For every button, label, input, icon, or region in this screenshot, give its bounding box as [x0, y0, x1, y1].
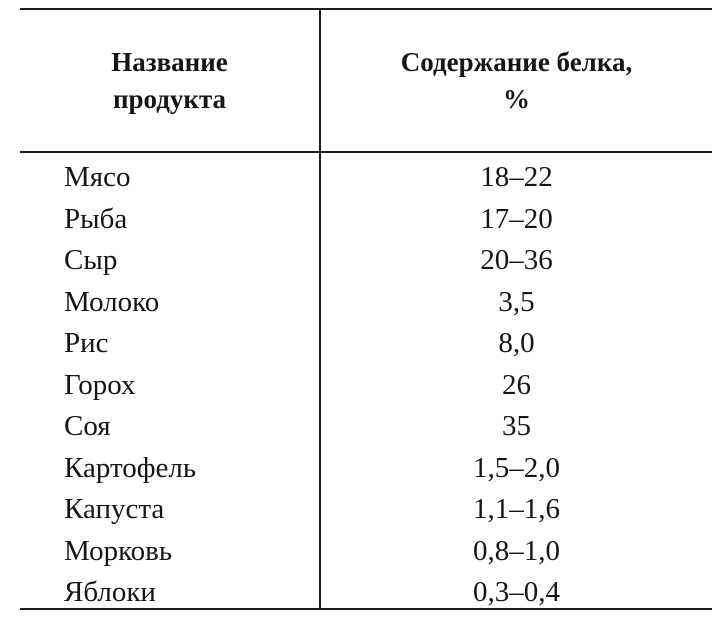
header-product-name-line2: продукта [112, 83, 227, 114]
header-product-name [20, 10, 319, 151]
table-row [20, 531, 712, 573]
product-name-cell: Сыр [64, 244, 118, 276]
protein-value-cell: 0,8–1,0 [473, 534, 560, 567]
protein-value-cell: 1,5–2,0 [473, 451, 560, 484]
protein-value-cell: 8,0 [498, 327, 535, 359]
protein-table [20, 8, 712, 610]
header-protein-content [321, 10, 712, 151]
product-name-cell: Капуста [64, 493, 165, 525]
product-name-cell: Рис [64, 327, 109, 359]
protein-value-cell: 20–36 [480, 244, 553, 276]
table-row [20, 240, 712, 282]
protein-value-cell: 0,3–0,4 [473, 576, 560, 608]
table-row [20, 282, 712, 324]
table-row [20, 572, 712, 614]
table-row [20, 489, 712, 531]
protein-value-cell: 17–20 [480, 202, 553, 235]
table-row [20, 199, 712, 241]
table-row [20, 157, 712, 199]
product-name-cell: Рыба [64, 202, 128, 235]
header-product-name-line1: Название [111, 46, 228, 77]
table-row [20, 406, 712, 448]
product-name-cell: Картофель [64, 451, 197, 484]
header-protein-content-line1: Содержание белка, [400, 46, 633, 77]
product-name-cell: Молоко [64, 285, 160, 318]
table-body [20, 157, 712, 614]
protein-value-cell: 18–22 [480, 161, 553, 193]
protein-value-cell: 35 [502, 410, 531, 442]
header-protein-content-line2: % [502, 83, 530, 114]
product-name-cell: Горох [64, 368, 136, 401]
product-name-cell: Соя [64, 410, 111, 442]
product-name-cell: Яблоки [64, 576, 156, 608]
table-row [20, 323, 712, 365]
protein-value-cell: 3,5 [498, 285, 535, 318]
header-divider [20, 151, 712, 153]
protein-value-cell: 1,1–1,6 [473, 493, 560, 525]
protein-value-cell: 26 [502, 368, 531, 401]
product-name-cell: Мясо [64, 161, 131, 193]
table-row [20, 365, 712, 407]
product-name-cell: Морковь [64, 534, 173, 567]
table-row [20, 448, 712, 490]
